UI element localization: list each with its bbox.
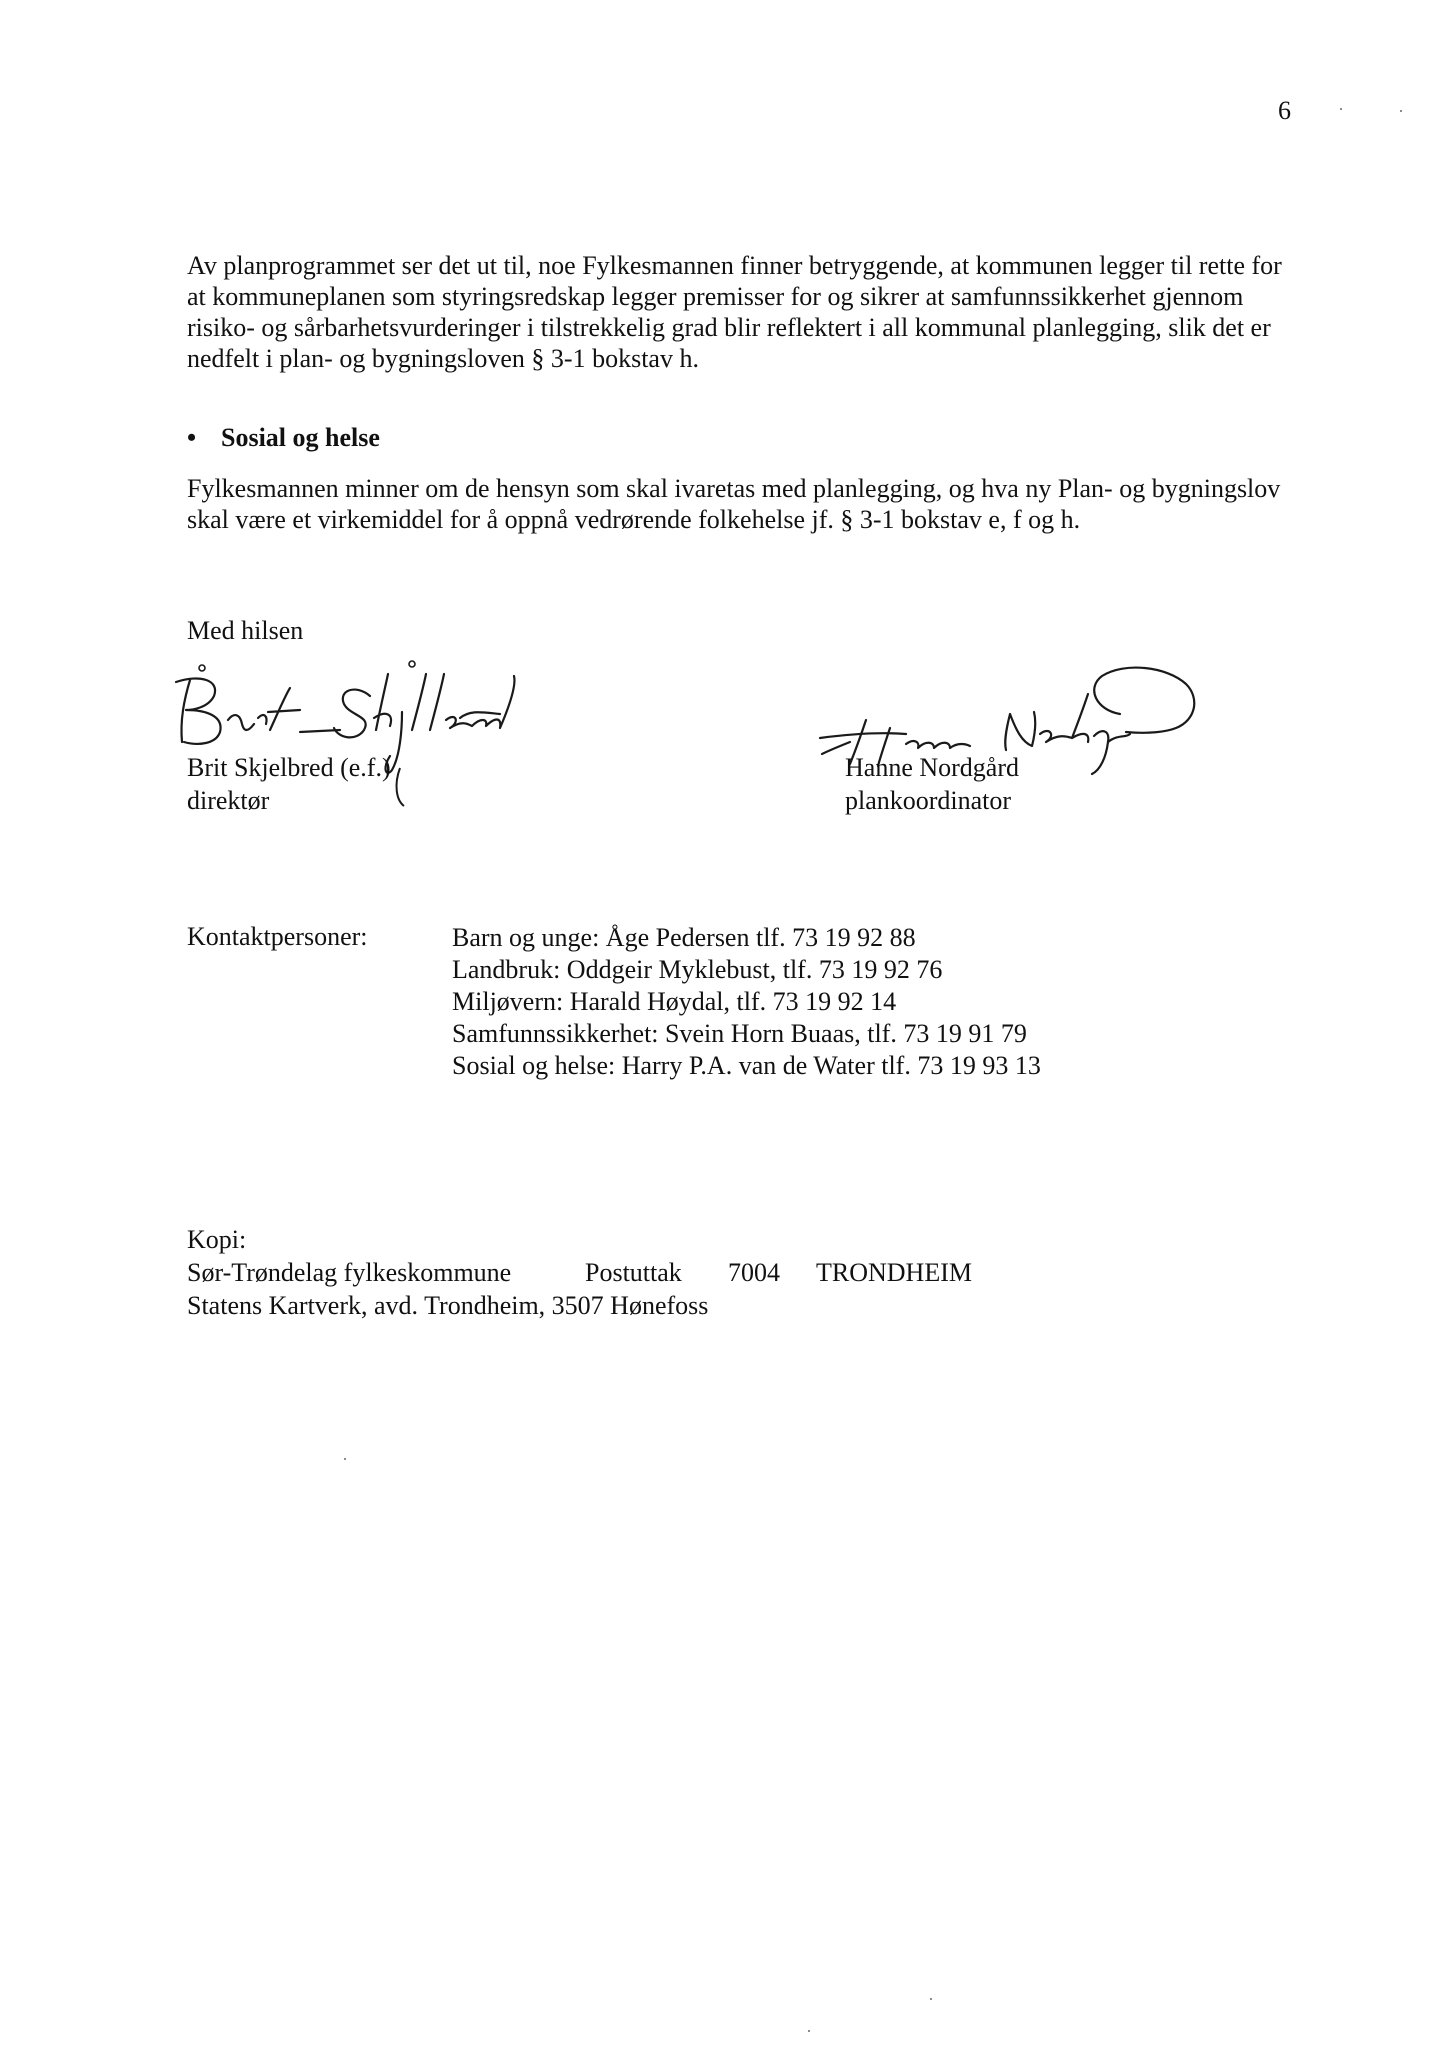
copy-org: Sør-Trøndelag fylkeskommune [187, 1258, 512, 1287]
scan-speck [1400, 110, 1402, 112]
contact-item: Landbruk: Oddgeir Myklebust, tlf. 73 19 92 76 [452, 955, 943, 984]
copy-row-1 [187, 1256, 972, 1289]
scan-speck [1340, 108, 1342, 110]
signatory-2-name: Hanne Nordgård [845, 753, 1019, 782]
scan-speck [344, 1458, 346, 1460]
closing-greeting: Med hilsen [187, 616, 304, 645]
contacts-list [452, 922, 1041, 1082]
copy-row-2: Statens Kartverk, avd. Trondheim, 3507 Hønefoss [187, 1291, 709, 1320]
scan-speck [808, 2030, 810, 2032]
copy-address: Postuttak [585, 1258, 682, 1287]
bullet-icon: • [187, 423, 197, 452]
paragraph-public-health: Fylkesmannen minner om de hensyn som skal ivaretas med planlegging, og hva ny Plan- og bygningslov skal være et virkemiddel for å oppnå vedrørende folkehelse jf. § 3-1 bokstav e, f og h. [187, 474, 1281, 534]
copy-label: Kopi: [187, 1225, 247, 1254]
contact-item: Miljøvern: Harald Høydal, tlf. 73 19 92 14 [452, 987, 897, 1016]
section-heading [187, 423, 380, 453]
contacts-label: Kontaktpersoner: [187, 922, 368, 951]
section-heading-text: Sosial og helse [221, 423, 380, 452]
signatory-2-title: plankoordinator [845, 786, 1012, 815]
contact-item: Samfunnssikkerhet: Svein Horn Buaas, tlf. 73 19 91 79 [452, 1019, 1027, 1048]
paragraph-risk-assessment: Av planprogrammet ser det ut til, noe Fylkesmannen finner betryggende, at kommunen legger til rette for at kommuneplanen som styringsredskap legger premisser for og sikrer at samfunnssikkerhet gjennom risiko- og sårbarhetsvurderinger i tilstrekkelig grad blir reflektert i all kommunal planlegging, slik det er nedfelt i plan- og bygningsloven § 3-1 bokstav h. [187, 251, 1282, 373]
copy-city: TRONDHEIM [816, 1258, 972, 1287]
contact-item: Barn og unge: Åge Pedersen tlf. 73 19 92 88 [452, 923, 916, 952]
page-number: 6 [1278, 96, 1291, 125]
signatory-1-title: direktør [187, 786, 270, 815]
copy-postcode: 7004 [728, 1258, 780, 1287]
contact-item: Sosial og helse: Harry P.A. van de Water tlf. 73 19 93 13 [452, 1051, 1041, 1080]
scan-speck [930, 1998, 932, 2000]
signatory-1-name: Brit Skjelbred (e.f.) [187, 753, 391, 782]
copy-recipients [187, 1223, 972, 1322]
